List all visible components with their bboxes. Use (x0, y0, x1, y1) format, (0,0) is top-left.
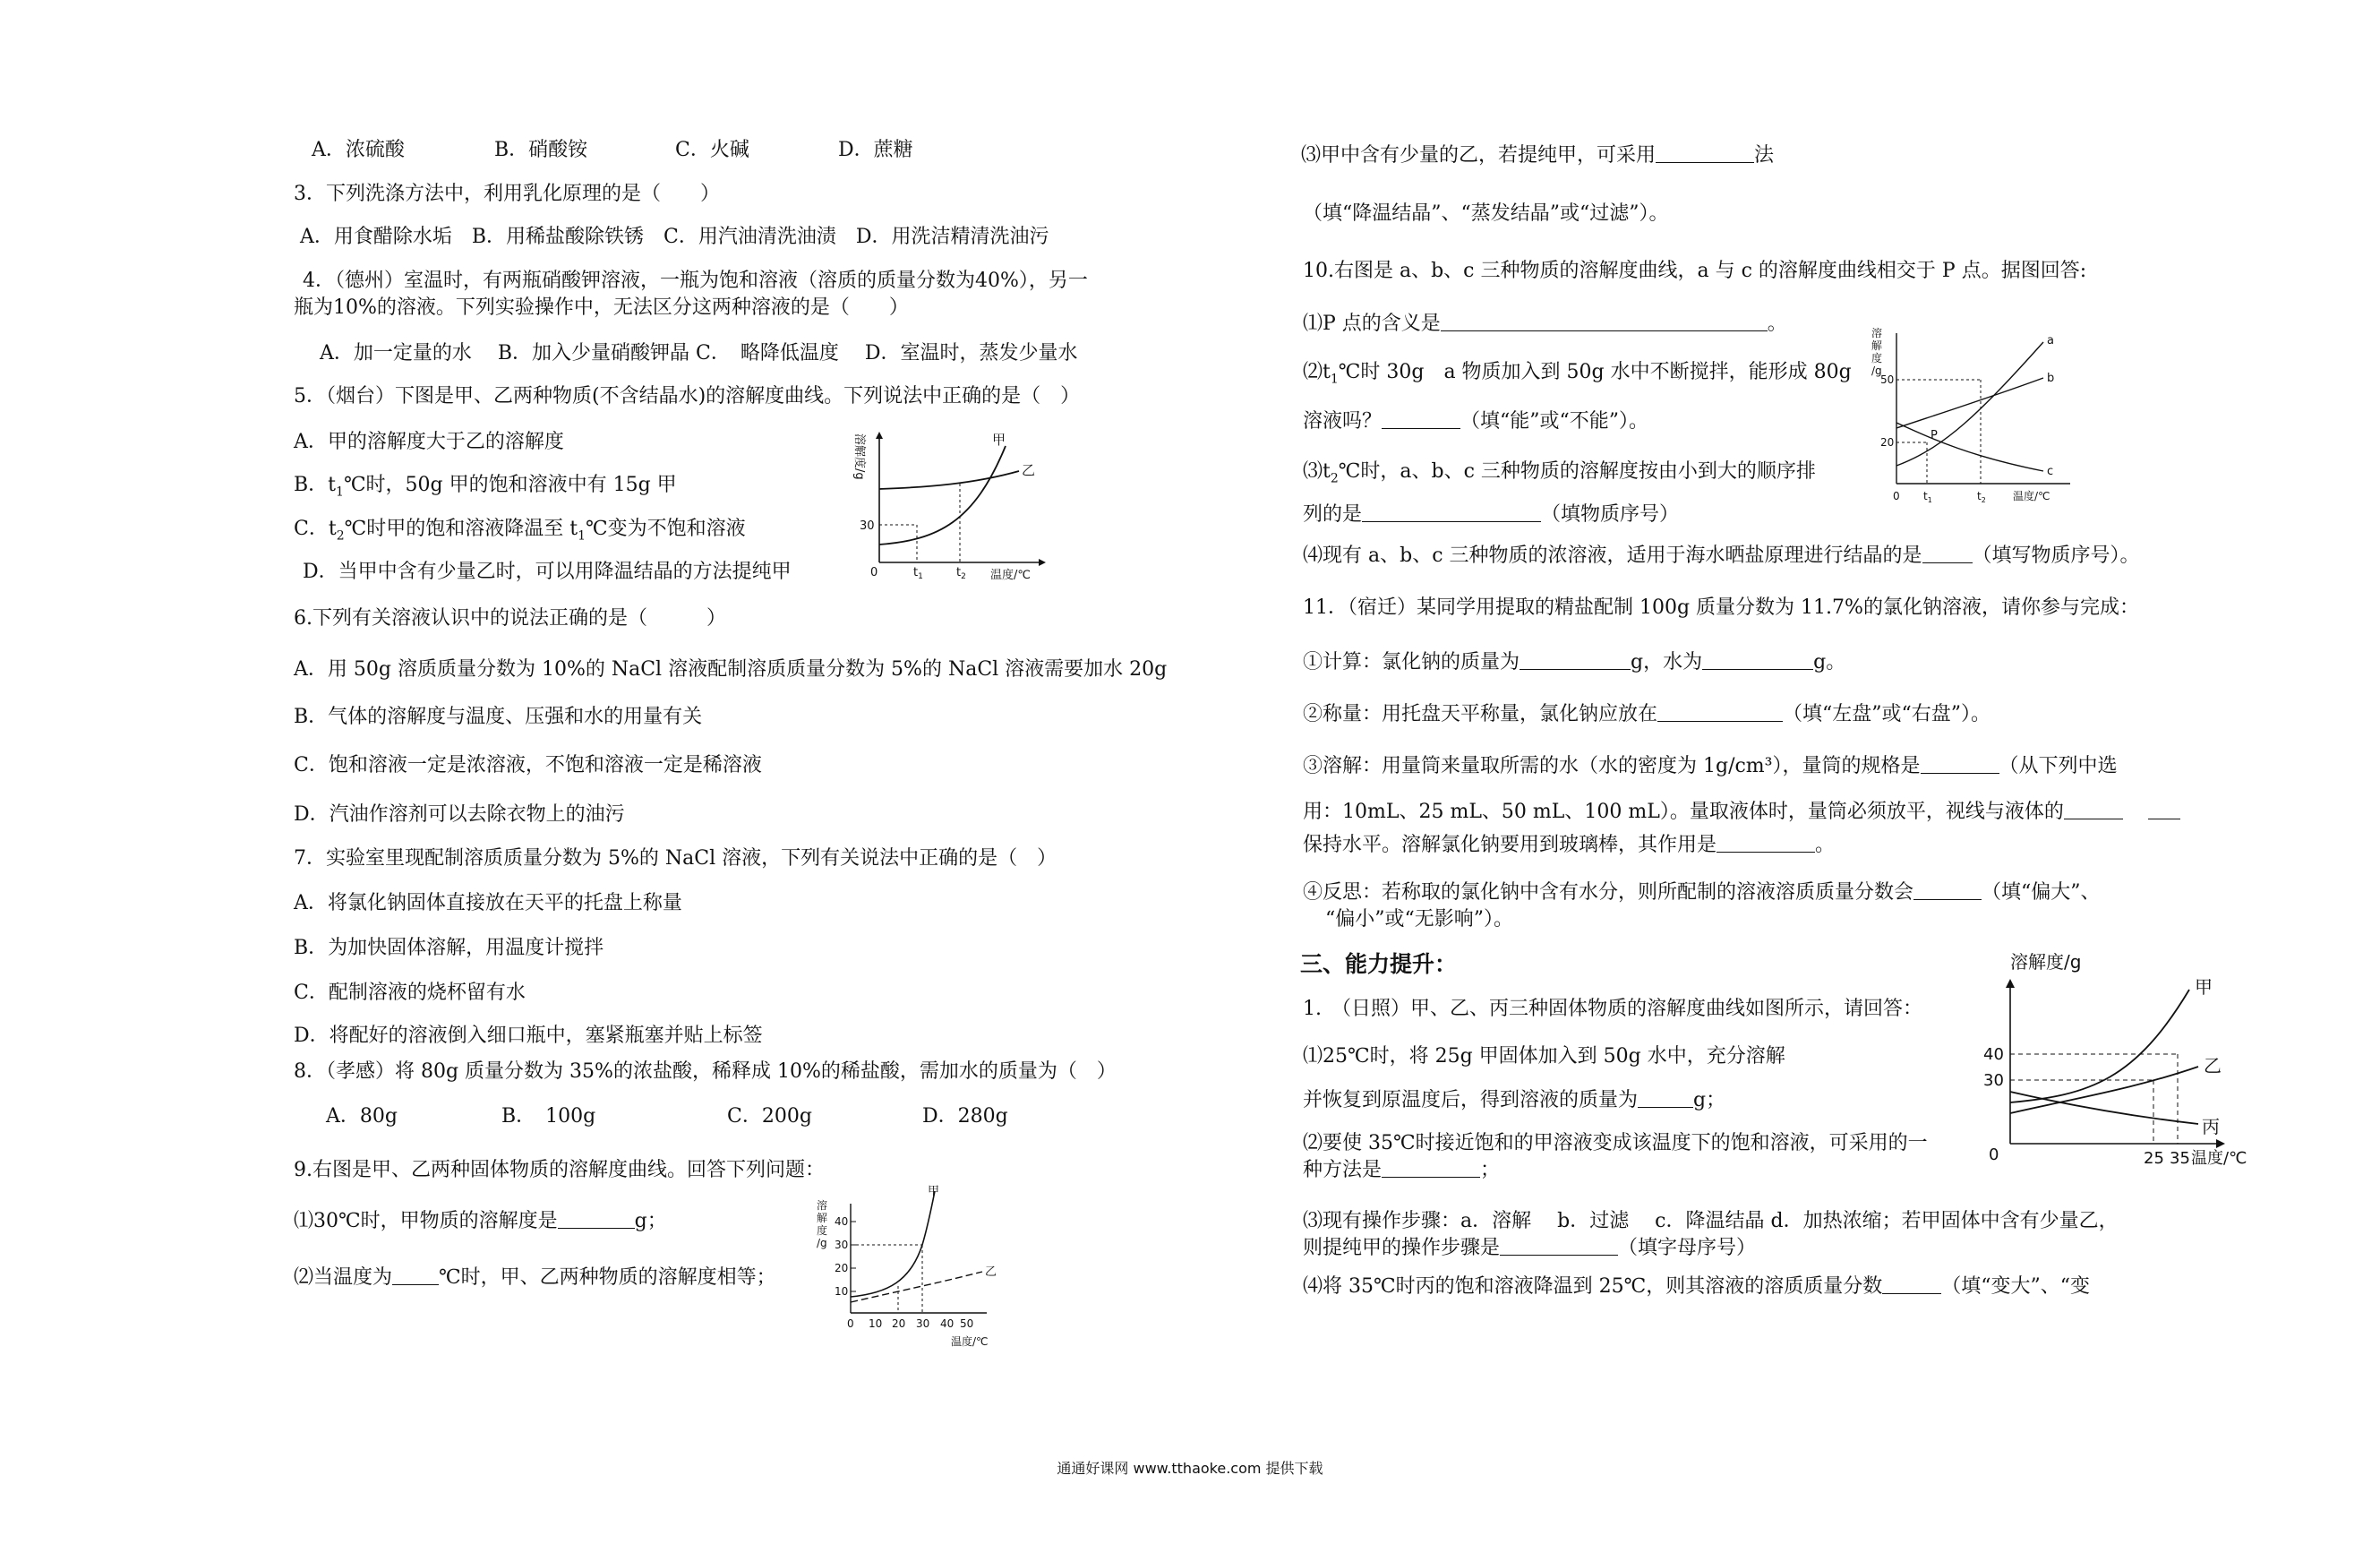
q5-option-c: C．$t_2℃$时甲的饱和溶液降温至 $t_1℃$变为不饱和溶液 (294, 518, 746, 544)
q5-label-jia: 甲 (992, 432, 1006, 448)
q9-y-label-2: 解 (817, 1212, 828, 1224)
q11-part1: ①计算：氯化钠的质量为 g，水为 g。 (1303, 651, 1846, 673)
q11-part4-line1: ④反思：若称取的氯化钠中含有水分，则所配制的溶液溶质质量分数会 （填“偏大”、 (1303, 881, 2101, 904)
q10-part4: ⑷现有 a、b、c 三种物质的浓溶液，适用于海水晒盐原理进行结晶的是 （填写物质序号）。 (1303, 545, 2140, 567)
q2-option-a: A．浓硫酸 (312, 139, 405, 161)
q4-stem-line1: 4．（德州）室温时，有两瓶硝酸钾溶液，一瓶为饱和溶液（溶质的质量分数为40%），另一 (303, 270, 1088, 292)
s1-tick-40: 40 (1983, 1045, 2004, 1064)
q8-option-b: B． 100g (501, 1105, 596, 1128)
q7-option-c: C．配制溶液的烧杯留有水 (294, 982, 526, 1004)
q9-x-label: 温度/℃ (951, 1335, 989, 1348)
q11-part3-line2: 用：10mL、25 mL、50 mL、100 mL）。量取液体时，量筒必须放平，视线与液体的 (1303, 800, 2180, 825)
q10-origin: 0 (1893, 490, 1900, 502)
s1-solubility-graph (1956, 945, 2252, 1173)
q10-label-a: a (2047, 334, 2054, 347)
q4-options: A．加一定量的水 B．加入少量硝酸钾晶 C． 略降低温度 D．室温时，蒸发少量水 (320, 342, 1078, 365)
q9-tick-20: 20 (835, 1262, 849, 1274)
q3-stem: 3．下列洗涤方法中，利用乳化原理的是（ ） (294, 183, 720, 205)
s1-label-jia: 甲 (2195, 976, 2213, 998)
q9-tick-x0: 0 (847, 1317, 854, 1330)
q9-tick-10: 10 (835, 1285, 849, 1298)
s1-part3-line1: ⑶现有操作步骤：a．溶解 b．过滤 c．降温结晶 d．加热浓缩；若甲固体中含有少量乙， (1303, 1210, 2119, 1232)
q9-curve-yi (851, 1272, 982, 1302)
q5-origin: 0 (870, 566, 878, 579)
q9-part3: ⑶甲中含有少量的乙，若提纯甲，可采用 法 (1301, 144, 1775, 167)
s1-part4: ⑷将 35℃时丙的饱和溶液降温到 25℃，则其溶液的溶质质量分数 （填“变大”、“变 (1303, 1275, 2090, 1298)
q10-part1: ⑴P 点的含义是 。 (1303, 313, 1787, 335)
q5-option-b: B．$t_1℃$时，50g 甲的饱和溶液中有 15g 甲 (294, 474, 677, 500)
s1-label-bing: 丙 (2202, 1116, 2220, 1137)
q5-option-d: D．当甲中含有少量乙时，可以用降温结晶的方法提纯甲 (303, 561, 792, 583)
footer-source: 通通好课网 www.tthaoke.com 提供下载 (1057, 1460, 1323, 1477)
q10-label-p: P (1931, 429, 1938, 442)
q2-option-d: D．蔗糖 (838, 139, 913, 161)
q7-option-b: B．为加快固体溶解，用温度计搅拌 (294, 937, 604, 959)
s1-origin: 0 (1989, 1145, 1999, 1164)
q5-tick-t1: $t_1$ (913, 566, 923, 581)
s1-part1-line2: 并恢复到原温度后，得到溶液的质量为 g； (1303, 1089, 1726, 1111)
q9-tick-30: 30 (835, 1239, 849, 1251)
q6-option-c: C．饱和溶液一定是浓溶液，不饱和溶液一定是稀溶液 (294, 754, 762, 776)
q6-option-b: B．气体的溶解度与温度、压强和水的用量有关 (294, 706, 703, 728)
q9-tick-40: 40 (835, 1215, 849, 1228)
q10-y-label-1: 溶 (1871, 327, 1883, 339)
q11-stem: 11．（宿迁）某同学用提取的精盐配制 100g 质量分数为 11.7%的氯化钠溶液，请你参与完成： (1303, 596, 2139, 619)
q5-tick-t2: $t_2$ (956, 566, 966, 581)
q10-curve-c (1896, 423, 2043, 471)
s1-part1-line1: ⑴25℃时，将 25g 甲固体加入到 50g 水中，充分溶解 (1303, 1045, 1785, 1068)
s1-part2-line2: 种方法是 ； (1303, 1159, 1501, 1181)
s1-curve-yi (2010, 1067, 2198, 1113)
q4-stem-line2: 瓶为10%的溶液。下列实验操作中，无法区分这两种溶液的是（ ） (294, 296, 909, 319)
q6-stem: 6.下列有关溶液认识中的说法正确的是（ ） (294, 607, 726, 630)
q9-label-yi: 乙 (985, 1265, 997, 1279)
q8-option-c: C．200g (727, 1105, 812, 1128)
q9-tick-x20: 20 (892, 1317, 906, 1330)
q10-x-label: 温度/℃ (2013, 490, 2050, 502)
q10-y-label-2: 解 (1871, 339, 1883, 352)
q5-x-arrow (1039, 559, 1046, 566)
q5-x-label: 温度/℃ (990, 569, 1031, 582)
q5-label-yi: 乙 (1022, 462, 1036, 478)
s1-x-arrow (2216, 1139, 2225, 1148)
q9-tick-x40: 40 (940, 1317, 955, 1330)
s1-tick-x35: 35 (2170, 1149, 2190, 1168)
q5-y-arrow (876, 432, 883, 439)
q6-option-d: D．汽油作溶剂可以去除衣物上的油污 (294, 803, 625, 826)
q11-part2: ②称量：用托盘天平称量，氯化钠应放在 （填“左盘”或“右盘”）。 (1303, 703, 1991, 725)
q9-part2: ⑵当温度为 ℃时，甲、乙两种物质的溶解度相等； (294, 1266, 776, 1289)
q10-tick-50: 50 (1880, 373, 1895, 386)
q5-curve-jia (879, 446, 1006, 545)
s1-label-yi: 乙 (2204, 1055, 2222, 1076)
s1-tick-x25: 25 (2144, 1149, 2164, 1168)
q10-y-label-3: 度 (1871, 352, 1883, 365)
q9-y-label-3: 度 (817, 1224, 828, 1237)
q11-part3-line3: 保持水平。溶解氯化钠要用到玻璃棒，其作用是 。 (1303, 834, 1836, 856)
q9-solubility-graph (817, 1182, 1023, 1352)
q10-label-c: c (2047, 465, 2054, 478)
q10-tick-t2: $t_2$ (1977, 490, 1986, 504)
q5-curve-yi (879, 471, 1019, 489)
q3-options: A．用食醋除水垢 B．用稀盐酸除铁锈 C．用汽油清洗油渍 D．用洗洁精清洗油污 (300, 226, 1049, 248)
q9-y-label-1: 溶 (817, 1199, 828, 1212)
q10-part3-line1: $⑶t_2℃$时，a、b、c 三种物质的溶解度按由小到大的顺序排 (1303, 460, 1816, 486)
q10-curve-b (1896, 378, 2043, 428)
s1-y-label: 溶解度/g (2010, 951, 2082, 973)
s1-tick-30: 30 (1983, 1071, 2004, 1090)
q2-option-b: B．硝酸铵 (494, 139, 588, 161)
q11-part4-line2: “偏小”或“无影响”）。 (1325, 908, 1513, 931)
q5-solubility-graph (852, 428, 1055, 582)
q9-stem: 9.右图是甲、乙两种固体物质的溶解度曲线。回答下列问题： (294, 1159, 825, 1181)
q7-option-d: D．将配好的溶液倒入细口瓶中，塞紧瓶塞并贴上标签 (294, 1025, 763, 1047)
q10-solubility-graph (1855, 322, 2097, 510)
q9-label-jia: 甲 (928, 1185, 940, 1198)
q9-tick-x10: 10 (869, 1317, 883, 1330)
q9-curve-jia (851, 1191, 935, 1297)
q10-part2-line1: $⑵t_1℃$时 30g a 物质加入到 50g 水中不断搅拌，能形成 80g (1303, 361, 1852, 387)
q9-part1: ⑴30℃时，甲物质的溶解度是 g； (294, 1210, 667, 1232)
q8-option-a: A．80g (326, 1105, 398, 1128)
s1-part3-line2: 则提纯甲的操作步骤是 （填字母序号） (1303, 1237, 1757, 1259)
q10-part3-line2: 列的是 （填物质序号） (1303, 503, 1680, 526)
q11-part3-line1: ③溶解：用量筒来量取所需的水（水的密度为 1g/cm³），量筒的规格是 （从下列中选 (1303, 755, 2118, 777)
q6-option-a: A．用 50g 溶质质量分数为 10%的 NaCl 溶液配制溶质质量分数为 5%的 NaCl 溶液需要加水 20g (294, 658, 1168, 681)
s1-x-label: 温度/℃ (2191, 1149, 2247, 1168)
s1-part2-line1: ⑵要使 35℃时接近饱和的甲溶液变成该温度下的饱和溶液，可采用的一 (1303, 1132, 1928, 1154)
s1-stem: 1. （日照）甲、乙、丙三种固体物质的溶解度曲线如图所示，请回答： (1303, 998, 1922, 1020)
q9-y-label-4: /g (817, 1237, 827, 1249)
section-3-heading: 三、能力提升： (1300, 951, 1458, 977)
q10-tick-20: 20 (1880, 436, 1895, 449)
q10-label-b: b (2047, 372, 2055, 385)
q10-tick-t1: $t_1$ (1923, 490, 1932, 504)
q5-stem: 5．（烟台）下图是甲、乙两种物质(不含结晶水)的溶解度曲线。下列说法中正确的是（ ） (294, 385, 1081, 407)
q9-tick-x50: 50 (960, 1317, 974, 1330)
q2-option-c: C．火碱 (675, 139, 749, 161)
q8-option-d: D．280g (922, 1105, 1008, 1128)
q5-tick-30: 30 (860, 519, 875, 533)
q5-option-a: A．甲的溶解度大于乙的溶解度 (294, 431, 564, 453)
s1-curve-jia (2010, 990, 2189, 1102)
q10-y-label-4: /g (1871, 365, 1882, 377)
q5-y-label: 溶解度/g (852, 433, 866, 480)
q10-stem: 10.右图是 a、b、c 三种物质的溶解度曲线，a 与 c 的溶解度曲线相交于 P 点。据图回答: (1303, 260, 2087, 282)
q9-tick-x30: 30 (916, 1317, 930, 1330)
s1-y-arrow (2006, 979, 2015, 988)
q8-stem: 8．（孝感）将 80g 质量分数为 35%的浓盐酸，稀释成 10%的稀盐酸，需加水的质量为（ ） (294, 1060, 1117, 1083)
q10-part2-line2: 溶液吗？ （填“能”或“不能”）。 (1303, 410, 1649, 433)
s1-curve-bing (2010, 1092, 2198, 1124)
q9-part3-hint: （填“降温结晶”、“蒸发结晶”或“过滤”）。 (1303, 202, 1669, 225)
q7-option-a: A．将氯化钠固体直接放在天平的托盘上称量 (294, 892, 682, 914)
q7-stem: 7．实验室里现配制溶质质量分数为 5%的 NaCl 溶液，下列有关说法中正确的是（ ） (294, 847, 1057, 870)
